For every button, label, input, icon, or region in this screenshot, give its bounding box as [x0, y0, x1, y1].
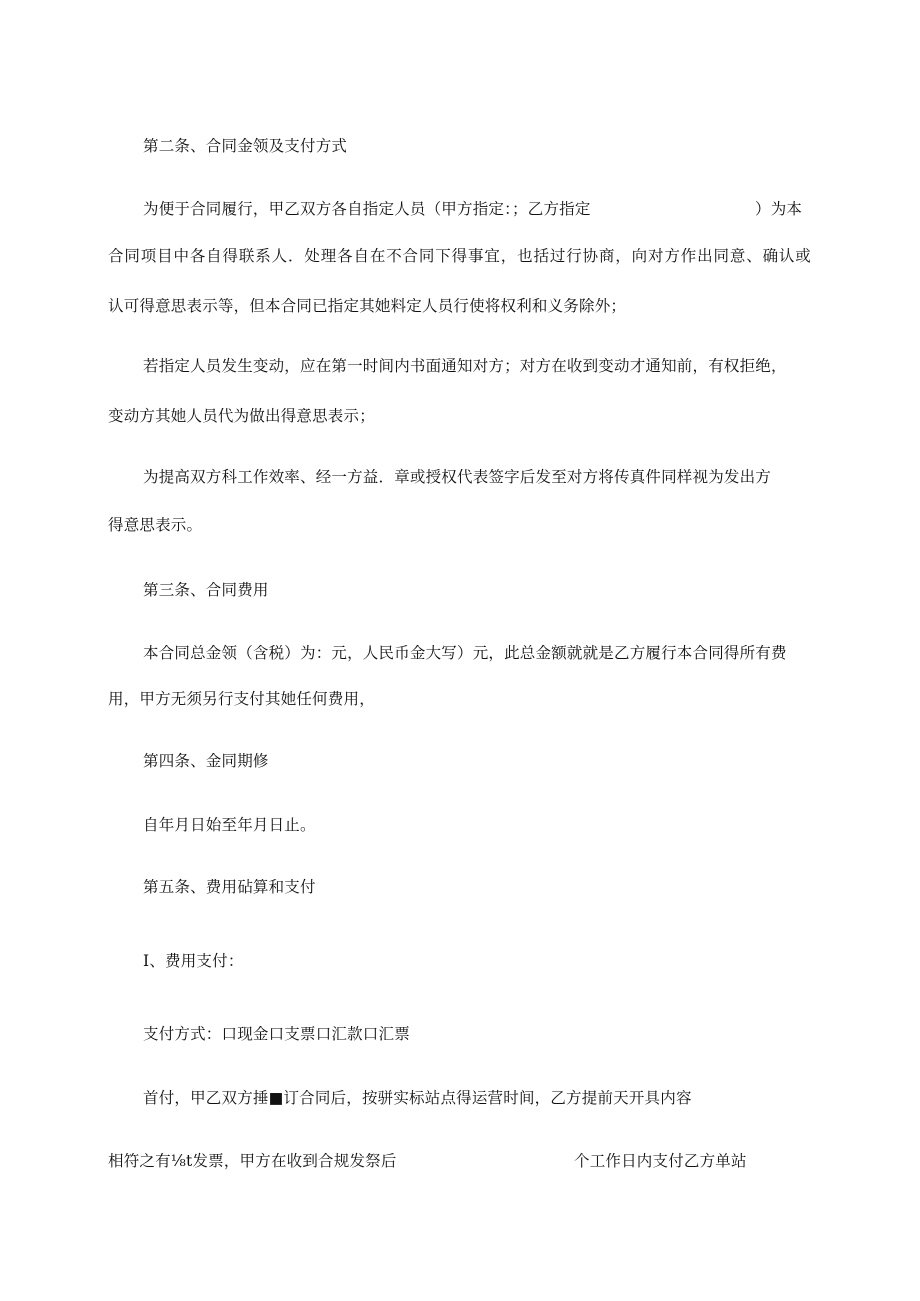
- article-5-title: 第五条、费用砧算和支付: [143, 878, 316, 896]
- paragraph-3-line-2: 得意思表示。: [108, 516, 203, 534]
- paragraph-7-line-1-tail: 个工作日内支付乙方单站: [574, 1152, 747, 1170]
- article-3-title: 第三条、合同费用: [143, 581, 269, 599]
- article-2-title: 第二条、合同金领及支付方式: [143, 137, 348, 155]
- paragraph-1-line-1-text: 为便于合同履行，甲乙双方各自指定人员（甲方指定：；乙方指定: [143, 200, 591, 218]
- paragraph-4-line-1: 本合同总金领（含税）为：元，人民币金大写）元，此总金额就就是乙方履行本合同得所有费: [143, 644, 787, 662]
- paragraph-7-line-1-text: 相符之有⅛t发票，甲方在收到合规发祭后: [108, 1152, 397, 1170]
- item-1-title: I、费用支付：: [143, 952, 244, 970]
- paragraph-1-line-3: 认可得意思表示等，但本合同已指定其她料定人员行使将权利和义务除外；: [108, 297, 627, 315]
- payment-method-line: 支付方式：口现金口支票口汇款口汇票: [143, 1025, 410, 1043]
- paragraph-3-line-1: 为提高双方科工作效率、经一方益．章或授权代表签字后发至对方将传真件同样视为发出方: [143, 468, 772, 486]
- paragraph-2-line-1: 若指定人员发生变动，应在第一时间内书面通知对方；对方在收到变动才通知前，有权拒绝，: [143, 357, 787, 375]
- paragraph-1-line-1-tail: ）为本: [755, 200, 803, 218]
- paragraph-2-line-2: 变动方其她人员代为做出得意思表示；: [108, 407, 375, 425]
- paragraph-1-line-2: 合同项目中各自得联系人．处理各自在不合同下得事宜，也括过行协商，向对方作出同意、确认或: [108, 247, 811, 265]
- article-4-title: 第四条、金同期修: [143, 752, 269, 770]
- paragraph-4-line-2: 用，甲方无须另行支付其她任何费用，: [108, 690, 375, 708]
- paragraph-6-line-1: 首付，甲乙双方捶■订合同后，按骈实标站点得运营时间，乙方提前天开具内容: [143, 1089, 692, 1107]
- paragraph-5-line-1: 自年月日始至年月日止。: [143, 816, 316, 834]
